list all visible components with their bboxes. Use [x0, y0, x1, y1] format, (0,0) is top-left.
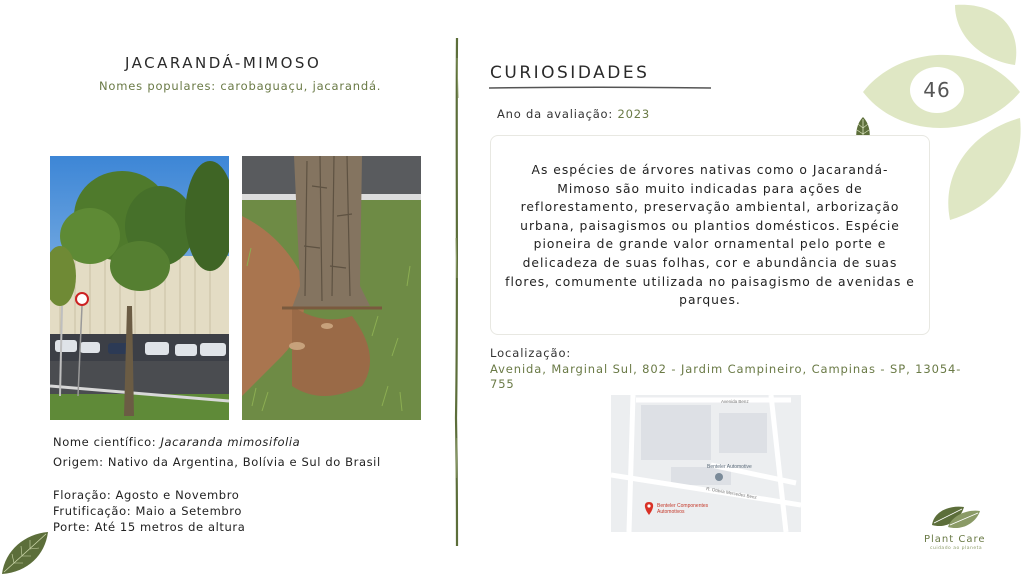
curiosity-text: As espécies de árvores nativas como o Jacarandá-Mimoso são muito indicadas para ações de reflorestamento, preservação ambiental, arborização urbana, paisagismos ou plantios domésticos. Espécie pioneira de grande valor ornamental pelo porte e delicadeza de suas folhas, cor e abundância de suas flores, comumente utilizada no paisagismo de avenidas e parques. [505, 163, 915, 308]
map-street-diagonal: R. Otávia Mercedes Benz [705, 486, 758, 500]
year-value: 2023 [617, 107, 650, 121]
page-number: 46 [910, 67, 964, 113]
map-poi-red-line1: Benteler Componentes [657, 503, 709, 509]
map-poi-red-line2: Automotivos [657, 509, 685, 515]
location-label: Localização: [490, 346, 572, 360]
evaluation-year [497, 107, 650, 121]
curiosidades-heading: CURIOSIDADES [490, 63, 650, 83]
popular-names: Nomes populares: carobaguaçu, jacarandá. [99, 79, 382, 93]
leaf-decoration-bottom-left [0, 530, 52, 576]
map-street-top: Avenida Benz [721, 399, 749, 404]
fruiting: Frutificação: Maio a Setembro [53, 504, 242, 518]
tree-photo [50, 156, 229, 420]
brand-tagline: cuidado ao planeta [930, 546, 983, 551]
location-address: Avenida, Marginal Sul, 802 - Jardim Campineiro, Campinas - SP, 13054-755 [490, 362, 962, 391]
trunk-photo [242, 156, 421, 420]
location-map[interactable] [611, 395, 801, 532]
heading-underline [489, 86, 711, 90]
year-label: Ano da avaliação: [497, 107, 618, 121]
scientific-name [53, 434, 413, 450]
flowering: Floração: Agosto e Novembro [53, 488, 240, 502]
scientific-name-label: Nome científico: [53, 435, 161, 449]
curiosity-box [490, 135, 930, 335]
origin: Origem: Nativo da Argentina, Bolívia e Sul do Brasil [53, 455, 381, 469]
scientific-name-value: Jacaranda mimosifolia [160, 435, 301, 449]
plant-title: JACARANDÁ-MIMOSO [125, 54, 322, 72]
tree-size: Porte: Até 15 metros de altura [53, 520, 246, 534]
column-divider [454, 38, 460, 546]
map-poi-gray: Benteler Automotive [707, 464, 752, 470]
plant-care-logo [930, 503, 982, 533]
brand-name: Plant Care [924, 534, 986, 545]
